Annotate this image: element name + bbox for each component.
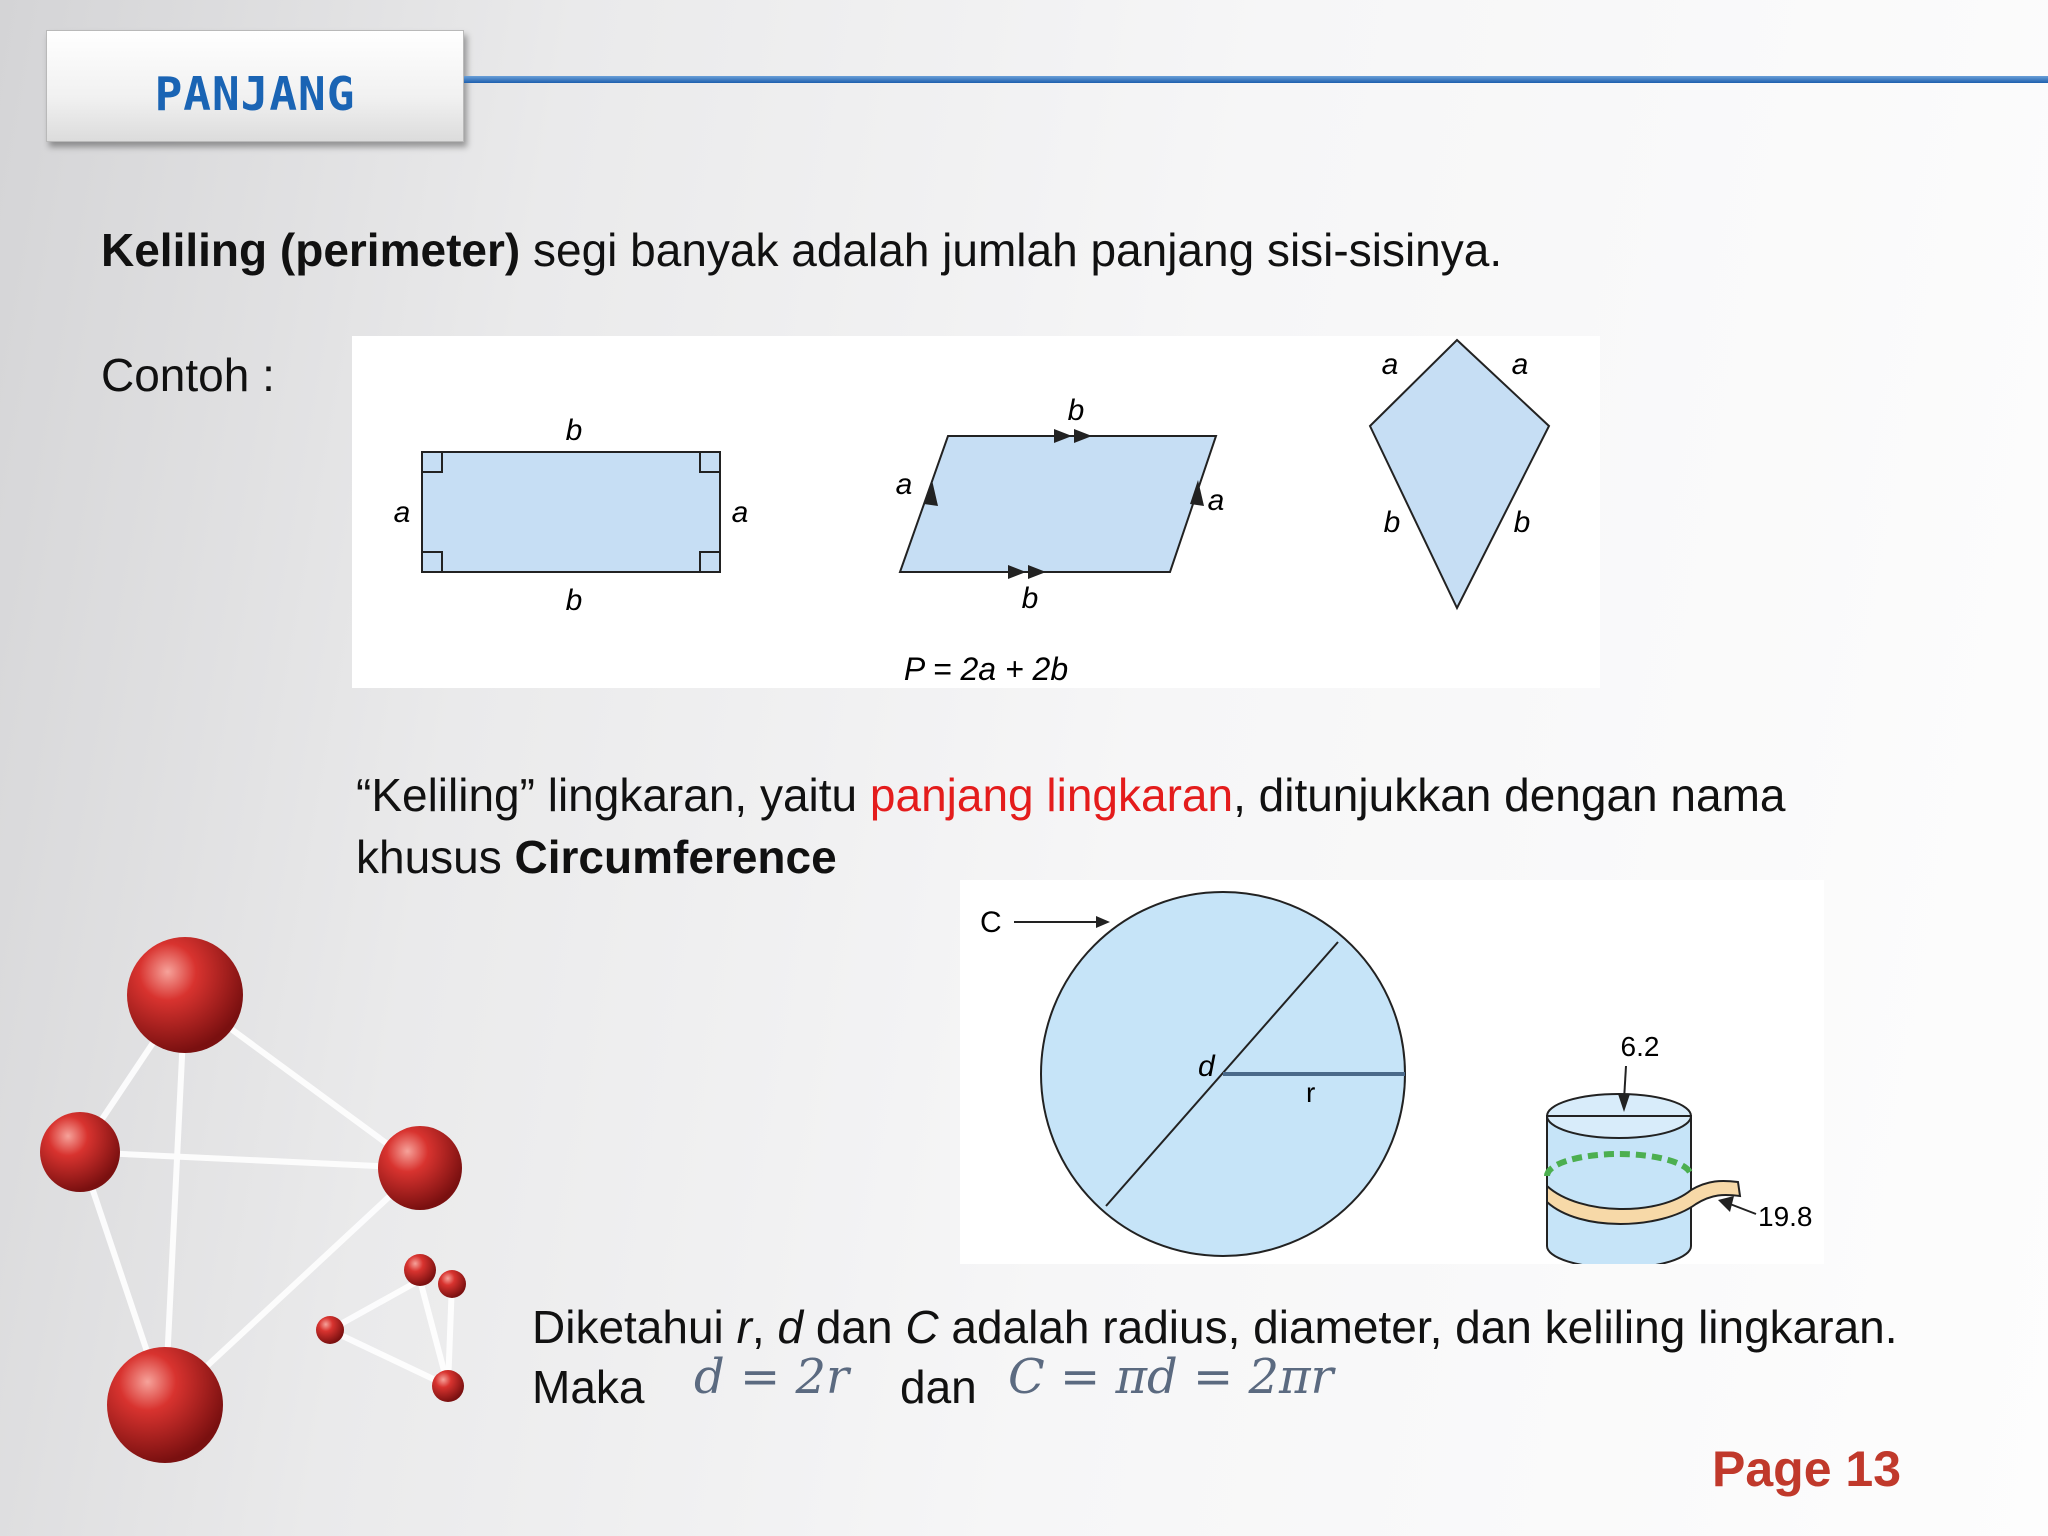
circumference-line-1 (356, 764, 1785, 826)
sphere-top (127, 937, 243, 1053)
given-comma: , (751, 1301, 778, 1353)
kite-label-top-right: a (1511, 348, 1529, 381)
formula-diameter: d = 2r (694, 1349, 849, 1405)
sphere-right (378, 1126, 462, 1210)
diameter-label: d (1198, 1050, 1215, 1083)
circumference-text-a: “Keliling” lingkaran, yaitu (356, 769, 870, 821)
circle-figure-svg (960, 880, 1824, 1264)
sphere-small-4 (432, 1370, 464, 1402)
rect-label-left: a (393, 496, 411, 529)
title-divider (464, 76, 2048, 83)
kite-label-bottom-left: b (1383, 506, 1401, 539)
sphere-bottom (107, 1347, 223, 1463)
circumference-line-2 (356, 826, 837, 888)
rect-label-bottom: b (565, 584, 583, 617)
circumference-text-c: khusus (356, 831, 515, 883)
para-label-left: a (895, 468, 913, 501)
given-text-a: Diketahui (532, 1301, 737, 1353)
given-var-d: d (777, 1301, 804, 1353)
definition-term: Keliling (perimeter) (101, 224, 521, 276)
given-text-b: adalah radius, diameter, dan keliling lingkaran. (938, 1301, 1898, 1353)
given-and: dan (803, 1301, 906, 1353)
cylinder-diameter-value: 6.2 (1620, 1031, 1660, 1062)
definition-rest: segi banyak adalah jumlah panjang sisi-sisinya. (520, 224, 1503, 276)
formula-circumference: C = πd = 2πr (1008, 1349, 1334, 1405)
rect-label-top: b (565, 414, 583, 447)
title-tab (46, 30, 464, 142)
sphere-small-2 (438, 1270, 466, 1298)
definition-text (101, 219, 1502, 281)
sphere-left (40, 1112, 120, 1192)
para-label-right: a (1207, 484, 1225, 517)
polygon-figure-svg (352, 336, 1600, 688)
polygon-figure (352, 336, 1600, 688)
circumference-term: Circumference (514, 831, 837, 883)
para-label-top: b (1067, 394, 1085, 427)
side-arrow-line (1730, 1204, 1756, 1214)
kite-label-top-left: a (1381, 348, 1399, 381)
circle-figure (960, 880, 1824, 1264)
sphere-small-3 (316, 1316, 344, 1344)
cylinder-circumference-value: 19.8 (1758, 1201, 1813, 1232)
radius-label: r (1306, 1077, 1316, 1108)
page-number: Page 13 (1712, 1441, 1902, 1497)
parallelogram-shape (900, 436, 1216, 572)
sphere-small-1 (404, 1254, 436, 1286)
kite-label-bottom-right: b (1513, 506, 1531, 539)
maka-label: Maka (532, 1361, 645, 1413)
rect-label-right: a (731, 496, 749, 529)
side-arrow-head (1718, 1196, 1734, 1212)
slide-title: PANJANG (154, 67, 356, 121)
circumference-text-b: , ditunjukkan dengan nama (1233, 769, 1786, 821)
given-var-c: C (905, 1301, 939, 1353)
molecule-decoration (0, 900, 500, 1536)
circumference-highlight: panjang lingkaran (869, 769, 1234, 821)
circumference-label: C (980, 906, 1002, 939)
perimeter-formula: P = 2a + 2b (903, 651, 1069, 687)
c-arrow-head (1096, 916, 1110, 928)
given-var-r: r (736, 1301, 752, 1353)
formula-and: dan (900, 1361, 977, 1413)
para-label-bottom: b (1021, 582, 1039, 615)
example-label: Contoh : (101, 349, 275, 401)
rectangle-shape (422, 452, 720, 572)
